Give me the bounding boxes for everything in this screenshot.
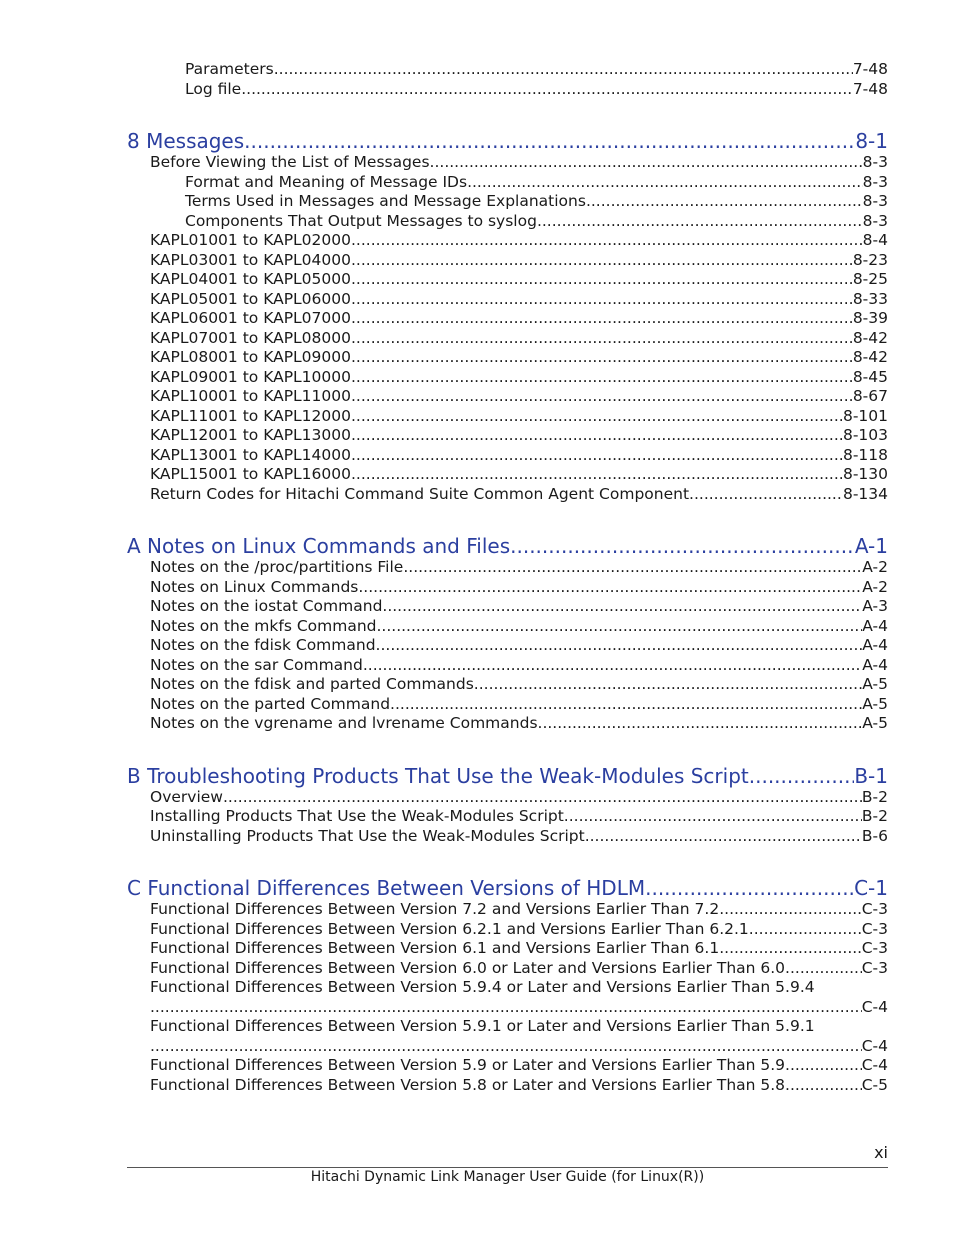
toc-leader bbox=[474, 675, 862, 695]
toc-entry-page: C-4 bbox=[861, 1056, 888, 1074]
toc-entry-title: Format and Meaning of Message IDs bbox=[185, 172, 468, 191]
chapter-heading-c[interactable] bbox=[127, 876, 888, 900]
toc-entry-title: Before Viewing the List of Messages bbox=[150, 153, 430, 171]
toc-leader bbox=[351, 251, 853, 271]
toc-entry[interactable] bbox=[127, 212, 888, 232]
toc-entry[interactable] bbox=[127, 60, 888, 80]
toc-entry-title: Notes on the vgrename and lvrename Commands bbox=[150, 714, 538, 732]
toc-leader bbox=[351, 231, 863, 251]
toc-entry-title: Notes on Linux Commands bbox=[150, 577, 359, 596]
toc-entry-page: 8-103 bbox=[842, 426, 888, 444]
toc-entry-page: 8-130 bbox=[842, 465, 888, 483]
toc-entry-title: Functional Differences Between Version 5.9.1 or Later and Versions Earlier Than 5.9.1 bbox=[150, 1017, 815, 1035]
toc-leader bbox=[150, 998, 862, 1018]
toc-entry-title: Functional Differences Between Version 5.9 or Later and Versions Earlier Than 5.9 bbox=[150, 1056, 786, 1074]
toc-entry[interactable] bbox=[127, 675, 888, 695]
toc-leader bbox=[351, 465, 843, 485]
toc-entry[interactable] bbox=[127, 251, 888, 271]
toc-entry-title: Functional Differences Between Version 6.2.1 and Versions Earlier Than 6.2.1 bbox=[150, 919, 749, 938]
toc-leader bbox=[390, 695, 862, 715]
toc-entry[interactable] bbox=[127, 192, 888, 212]
toc-entry-title: Functional Differences Between Version 5.9.4 or Later and Versions Earlier Than 5.9.4 bbox=[150, 978, 815, 996]
toc-entry-page: B-2 bbox=[861, 807, 888, 825]
toc-leader bbox=[719, 939, 862, 959]
toc-entry[interactable] bbox=[127, 788, 888, 808]
toc-leader bbox=[244, 129, 855, 153]
toc-entry[interactable] bbox=[127, 636, 888, 656]
toc-leader bbox=[241, 80, 853, 100]
toc-entry-page: 8-42 bbox=[852, 328, 888, 347]
toc-leader bbox=[382, 597, 862, 617]
toc-leader bbox=[785, 1076, 862, 1096]
toc-entry-title: Notes on the iostat Command bbox=[150, 597, 383, 615]
toc-entry-page: 7-48 bbox=[852, 60, 888, 78]
toc-leader bbox=[537, 212, 863, 232]
toc-entry[interactable] bbox=[127, 939, 888, 959]
toc-entry[interactable] bbox=[127, 1017, 888, 1056]
toc-entry-title: KAPL15001 to KAPL16000 bbox=[150, 465, 351, 483]
chapter-page: C-1 bbox=[854, 876, 888, 900]
toc-entry-page: A-5 bbox=[862, 694, 888, 713]
toc-entry-page: A-4 bbox=[862, 616, 888, 635]
toc-entry-page: A-4 bbox=[862, 655, 888, 674]
toc-entry[interactable] bbox=[127, 1076, 888, 1096]
toc-entry-title: KAPL01001 to KAPL02000 bbox=[150, 231, 351, 249]
chapter-title: C Functional Differences Between Versions of HDLM bbox=[127, 876, 646, 900]
toc-entry[interactable] bbox=[127, 900, 888, 920]
toc-leader bbox=[689, 485, 843, 505]
toc-entry-title: Functional Differences Between Version 6.1 and Versions Earlier Than 6.1 bbox=[150, 939, 720, 957]
toc-entry[interactable] bbox=[127, 465, 888, 485]
toc-leader bbox=[585, 827, 862, 847]
toc-entry[interactable] bbox=[127, 329, 888, 349]
toc-entry-title: KAPL05001 to KAPL06000 bbox=[150, 289, 351, 308]
toc-entry-title: KAPL07001 to KAPL08000 bbox=[150, 328, 351, 347]
chapter-page: A-1 bbox=[854, 534, 888, 558]
toc-leader bbox=[351, 270, 853, 290]
toc-entry-page: 8-3 bbox=[862, 211, 888, 230]
footer-rule bbox=[127, 1167, 888, 1168]
toc-entry[interactable] bbox=[127, 231, 888, 251]
toc-entry-title: Terms Used in Messages and Message Explanations bbox=[185, 192, 586, 210]
toc-entry-page: 8-25 bbox=[852, 270, 888, 288]
toc-entry[interactable] bbox=[127, 617, 888, 637]
toc-leader bbox=[150, 1037, 862, 1057]
toc-entry-title: Components That Output Messages to syslog bbox=[185, 211, 537, 230]
toc-entry[interactable] bbox=[127, 290, 888, 310]
toc-entry[interactable] bbox=[127, 807, 888, 827]
table-of-contents bbox=[127, 60, 888, 1095]
toc-entry-page: C-4 bbox=[861, 997, 888, 1016]
toc-entry-title: KAPL11001 to KAPL12000 bbox=[150, 406, 351, 425]
toc-leader bbox=[430, 153, 863, 173]
toc-entry[interactable] bbox=[127, 407, 888, 427]
toc-entry-page: 8-3 bbox=[862, 153, 888, 171]
toc-entry-page: 8-118 bbox=[842, 445, 888, 464]
toc-leader bbox=[785, 1056, 862, 1076]
toc-entry-title: Overview bbox=[150, 787, 223, 806]
toc-leader bbox=[467, 173, 863, 193]
toc-leader bbox=[749, 920, 862, 940]
toc-entry-title: Notes on the mkfs Command bbox=[150, 616, 377, 635]
toc-entry[interactable] bbox=[127, 578, 888, 598]
page-number: xi bbox=[874, 1143, 888, 1162]
chapter-title: 8 Messages bbox=[127, 129, 245, 153]
toc-entry-title: Notes on the fdisk and parted Commands bbox=[150, 675, 474, 693]
toc-entry-page: 8-39 bbox=[852, 309, 888, 327]
chapter-page: B-1 bbox=[854, 763, 888, 788]
toc-entry-title: KAPL03001 to KAPL04000 bbox=[150, 250, 351, 269]
chapter-page: 8-1 bbox=[855, 129, 888, 153]
toc-leader bbox=[351, 426, 843, 446]
toc-entry-title: KAPL13001 to KAPL14000 bbox=[150, 445, 351, 464]
toc-entry-page: 7-48 bbox=[852, 79, 888, 98]
toc-entry[interactable] bbox=[127, 920, 888, 940]
toc-leader bbox=[223, 788, 862, 808]
toc-leader bbox=[351, 290, 853, 310]
toc-leader bbox=[351, 446, 843, 466]
toc-entry-page: 8-101 bbox=[842, 406, 888, 425]
toc-leader bbox=[785, 959, 862, 979]
toc-entry[interactable] bbox=[127, 309, 888, 329]
toc-entry-page: C-3 bbox=[861, 919, 888, 938]
toc-entry[interactable] bbox=[127, 695, 888, 715]
toc-entry-page: 8-33 bbox=[852, 289, 888, 308]
toc-entry-page: C-3 bbox=[861, 939, 888, 957]
toc-entry[interactable] bbox=[127, 348, 888, 368]
toc-leader bbox=[645, 876, 854, 900]
toc-entry-page: C-5 bbox=[861, 1075, 888, 1094]
toc-entry-page: 8-45 bbox=[852, 367, 888, 386]
toc-entry[interactable] bbox=[127, 714, 888, 734]
toc-entry-page: C-3 bbox=[861, 900, 888, 918]
toc-leader bbox=[358, 578, 862, 598]
toc-leader bbox=[564, 807, 862, 827]
toc-entry[interactable] bbox=[127, 1056, 888, 1076]
toc-entry[interactable] bbox=[127, 978, 888, 1017]
toc-leader bbox=[377, 617, 863, 637]
footer-title: Hitachi Dynamic Link Manager User Guide (for Linux(R)) bbox=[310, 1169, 705, 1185]
toc-entry-page: A-2 bbox=[862, 577, 888, 596]
toc-entry-page: 8-4 bbox=[862, 231, 888, 249]
chapter-title: B Troubleshooting Products That Use the Weak-Modules Script bbox=[127, 763, 749, 788]
toc-entry-page: B-6 bbox=[861, 826, 888, 845]
toc-entry-title: Functional Differences Between Version 5.8 or Later and Versions Earlier Than 5.8 bbox=[150, 1075, 786, 1094]
toc-entry[interactable] bbox=[127, 153, 888, 173]
toc-entry-page: 8-134 bbox=[842, 484, 888, 503]
toc-leader bbox=[363, 656, 862, 676]
toc-entry-title: Notes on the parted Command bbox=[150, 694, 391, 713]
toc-entry[interactable] bbox=[127, 368, 888, 388]
toc-entry[interactable] bbox=[127, 387, 888, 407]
toc-leader bbox=[351, 407, 843, 427]
toc-entry-title: Functional Differences Between Version 7.2 and Versions Earlier Than 7.2 bbox=[150, 900, 720, 918]
chapter-heading-b[interactable] bbox=[127, 764, 888, 788]
toc-entry[interactable] bbox=[127, 959, 888, 979]
toc-entry-title: KAPL09001 to KAPL10000 bbox=[150, 367, 351, 386]
toc-leader bbox=[376, 636, 863, 656]
toc-entry-title: Functional Differences Between Version 6.0 or Later and Versions Earlier Than 6.0 bbox=[150, 958, 786, 977]
toc-entry-page: A-5 bbox=[862, 675, 888, 693]
toc-entry[interactable] bbox=[127, 656, 888, 676]
toc-entry[interactable] bbox=[127, 827, 888, 847]
toc-entry-page: B-2 bbox=[861, 787, 888, 806]
toc-entry-page: A-2 bbox=[862, 558, 888, 576]
toc-entry-page: 8-42 bbox=[852, 348, 888, 366]
toc-leader bbox=[274, 60, 853, 80]
chapter-title: A Notes on Linux Commands and Files bbox=[127, 534, 511, 558]
toc-leader bbox=[351, 368, 853, 388]
toc-leader bbox=[538, 714, 863, 734]
toc-leader bbox=[351, 348, 853, 368]
toc-entry-page: 8-23 bbox=[852, 250, 888, 269]
toc-entry-title: Notes on the /proc/partitions File bbox=[150, 558, 404, 576]
toc-leader bbox=[351, 387, 853, 407]
toc-entry-title: KAPL04001 to KAPL05000 bbox=[150, 270, 351, 288]
toc-entry[interactable] bbox=[127, 597, 888, 617]
toc-entry[interactable] bbox=[127, 558, 888, 578]
toc-entry-page: C-3 bbox=[861, 958, 888, 977]
toc-leader bbox=[351, 309, 853, 329]
toc-leader bbox=[403, 558, 862, 578]
toc-entry-title: Return Codes for Hitachi Command Suite Common Agent Component bbox=[150, 484, 690, 503]
toc-entry-title: KAPL08001 to KAPL09000 bbox=[150, 348, 351, 366]
toc-entry[interactable] bbox=[127, 485, 888, 505]
toc-entry-title: KAPL06001 to KAPL07000 bbox=[150, 309, 351, 327]
toc-entry-page: 8-67 bbox=[852, 387, 888, 405]
toc-entry-page: A-3 bbox=[862, 597, 888, 615]
toc-entry-title: Parameters bbox=[185, 60, 274, 78]
toc-entry-title: Notes on the sar Command bbox=[150, 655, 363, 674]
toc-entry[interactable] bbox=[127, 426, 888, 446]
toc-entry-title: Installing Products That Use the Weak-Modules Script bbox=[150, 807, 564, 825]
toc-entry-title: KAPL10001 to KAPL11000 bbox=[150, 387, 351, 405]
toc-entry-title: Log file bbox=[185, 79, 242, 98]
toc-leader bbox=[719, 900, 862, 920]
toc-entry-page: A-4 bbox=[862, 636, 888, 654]
toc-entry-title: KAPL12001 to KAPL13000 bbox=[150, 426, 351, 444]
toc-entry-title: Notes on the fdisk Command bbox=[150, 636, 376, 654]
toc-entry-page: C-4 bbox=[861, 1036, 888, 1055]
toc-entry-title: Uninstalling Products That Use the Weak-Modules Script bbox=[150, 826, 585, 845]
toc-entry-page: 8-3 bbox=[862, 192, 888, 210]
toc-leader bbox=[351, 329, 853, 349]
toc-entry[interactable] bbox=[127, 270, 888, 290]
toc-entry[interactable] bbox=[127, 80, 888, 100]
toc-entry-page: A-5 bbox=[862, 714, 888, 732]
toc-entry[interactable] bbox=[127, 446, 888, 466]
toc-entry-page: 8-3 bbox=[862, 172, 888, 191]
chapter-heading-a[interactable] bbox=[127, 534, 888, 558]
chapter-heading-8[interactable] bbox=[127, 129, 888, 153]
toc-leader bbox=[749, 764, 855, 788]
toc-leader bbox=[510, 534, 855, 558]
toc-leader bbox=[586, 192, 863, 212]
toc-entry[interactable] bbox=[127, 173, 888, 193]
